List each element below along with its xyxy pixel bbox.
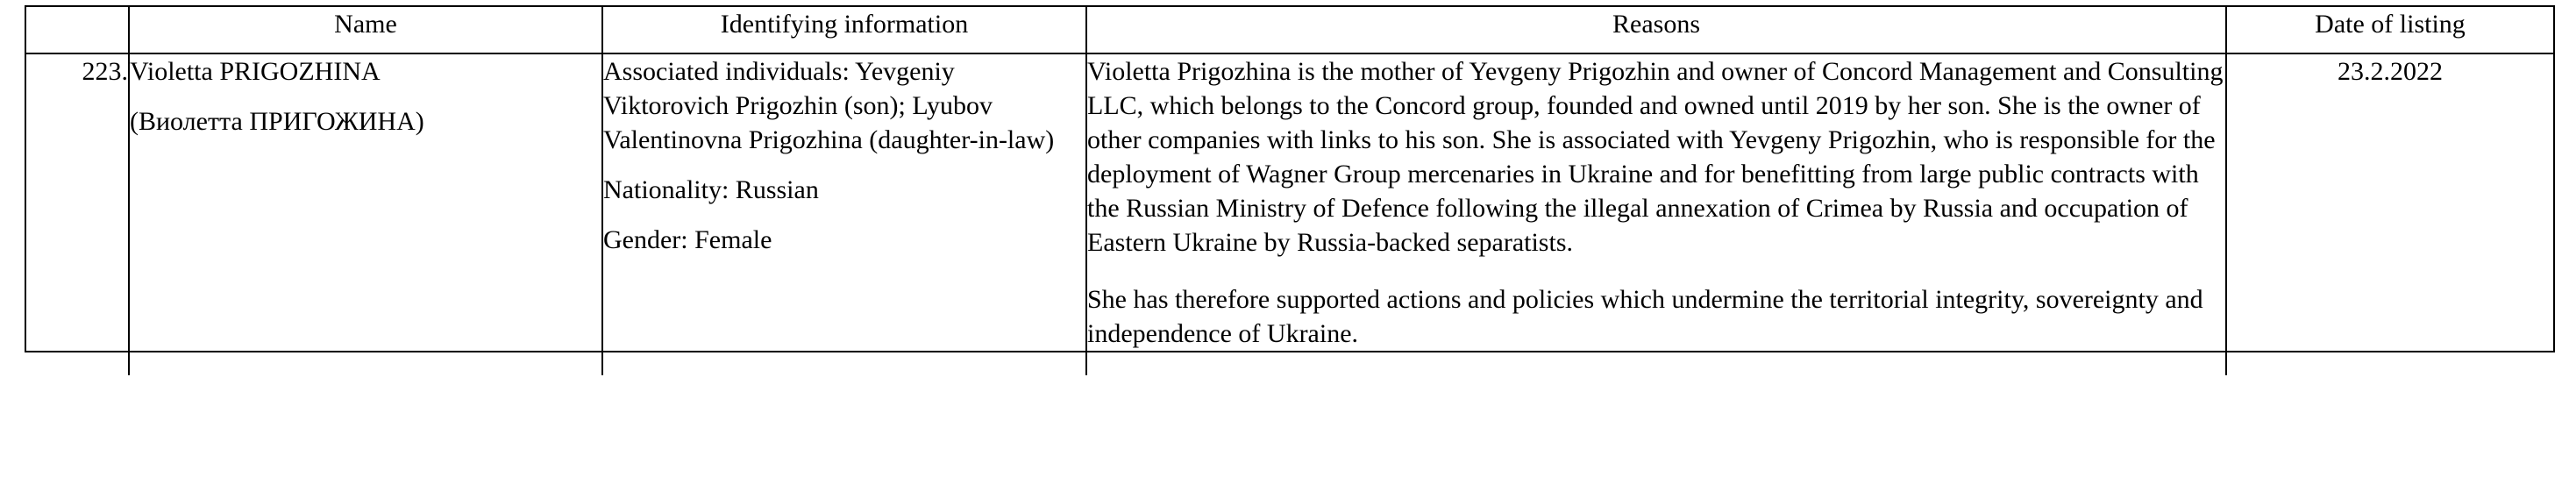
reasons-paragraph-1: Violetta Prigozhina is the mother of Yevgeny Prigozhin and owner of Concord Management and Consulting LLC, which belongs to the Concord group, founded and owned until 2019 by her son. She is the owner of other companies with links to his son. She is associated with Yevgeny Prigozhin, who is responsible for the deployment of Wagner Group mercenaries in Ukraine and for benefitting from large public contracts with the Russian Ministry of Defence following the illegal annexation of Crimea by Russia and occupation of Eastern Ukraine by Russia-backed separatists. bbox=[1087, 57, 2224, 257]
cell-entry-number-partial bbox=[25, 352, 129, 375]
document-page bbox=[0, 5, 2576, 484]
column-header-number bbox=[25, 6, 129, 53]
cell-entry-number: 223. bbox=[25, 53, 129, 352]
name-latin: Violetta PRIGOZHINA bbox=[130, 57, 381, 86]
cell-date-of-listing: 23.2.2022 bbox=[2226, 53, 2554, 352]
cell-reasons-partial bbox=[1086, 352, 2226, 375]
name-cyrillic: (Виолетта ПРИГОЖИНА) bbox=[130, 107, 424, 136]
identifying-associated-individuals: Associated individuals: Yevgeniy Viktorovich Prigozhin (son); Lyubov Valentinovna Prigozhina (daughter-in-law) bbox=[603, 57, 1055, 154]
column-header-reasons-label: Reasons bbox=[1612, 10, 1700, 39]
cell-reasons bbox=[1086, 53, 2226, 352]
column-header-identifying-information-label: Identifying information bbox=[720, 10, 969, 39]
table-row-partial bbox=[25, 352, 2554, 375]
column-header-name-label: Name bbox=[334, 10, 397, 39]
cell-name bbox=[129, 53, 602, 352]
table-body bbox=[25, 53, 2554, 375]
column-header-identifying-information bbox=[602, 6, 1086, 53]
column-header-name bbox=[129, 6, 602, 53]
table-header-row bbox=[25, 6, 2554, 53]
cell-name-partial bbox=[129, 352, 602, 375]
sanctions-listing-table bbox=[25, 5, 2555, 375]
column-header-reasons bbox=[1086, 6, 2226, 53]
identifying-nationality: Nationality: Russian bbox=[603, 175, 819, 204]
cell-identifying-information bbox=[602, 53, 1086, 352]
reasons-paragraph-2: She has therefore supported actions and policies which undermine the territorial integrity, sovereignty and independence of Ukraine. bbox=[1087, 285, 2203, 348]
identifying-gender: Gender: Female bbox=[603, 225, 772, 254]
cell-identifying-information-partial bbox=[602, 352, 1086, 375]
table-header bbox=[25, 6, 2554, 53]
cell-date-of-listing-partial bbox=[2226, 352, 2554, 375]
column-header-date-of-listing bbox=[2226, 6, 2554, 53]
table-row bbox=[25, 53, 2554, 352]
column-header-date-of-listing-label: Date of listing bbox=[2315, 10, 2466, 39]
